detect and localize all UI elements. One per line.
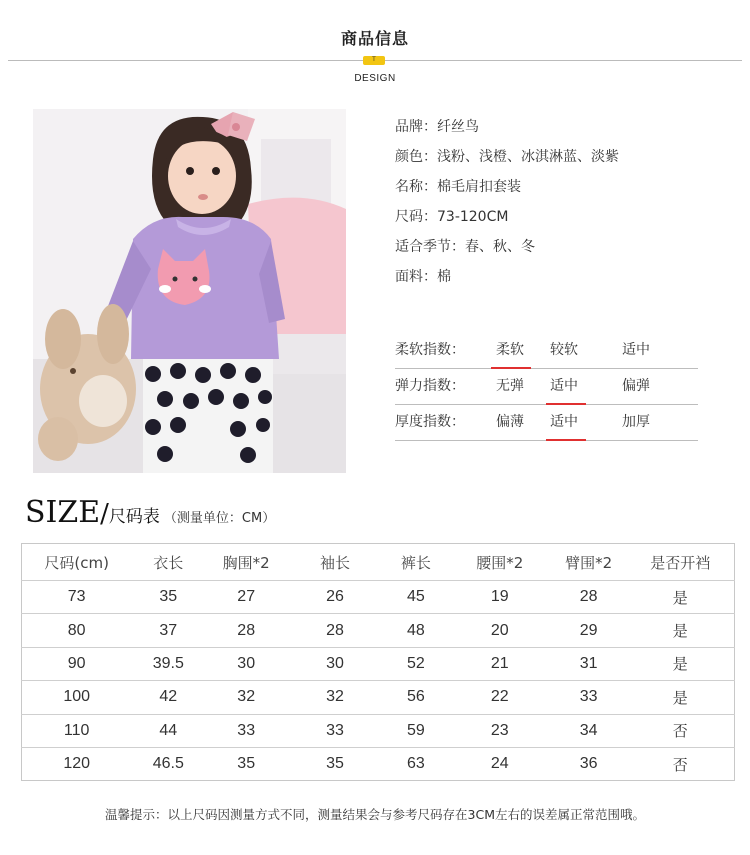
column-header: 尺码(cm) [44,553,109,572]
table-cell: 63 [383,747,449,780]
table-cell: 46.5 [131,747,205,780]
info-size: 尺码：73-120CM [395,209,509,225]
table-cell: 33 [551,681,627,714]
elasticity-index-label: 弹力指数： [395,378,465,394]
table-cell: 26 [287,581,383,614]
size-heading-slash: / [100,499,109,529]
table-row [22,647,735,680]
softness-index-label: 柔软指数： [395,342,465,358]
table-cell: 39.5 [131,647,205,680]
table-row [22,581,735,614]
table-cell: 48 [383,614,449,647]
table-row [22,614,735,647]
table-cell: 100 [22,681,132,714]
info-brand: 品牌：纤丝鸟 [395,119,479,135]
table-cell: 32 [287,681,383,714]
t-badge: T [363,56,385,65]
design-label: DESIGN [354,73,396,84]
table-header-row [22,544,735,581]
elasticity-option-stretchy: 偏弹 [622,378,650,394]
softness-option-fairly-soft: 较软 [550,342,578,358]
size-tip: 温馨提示：以上尺码因测量方式不同，测量结果会与参考尺码存在3CM左右的误差属正常范围哦。 [105,807,645,822]
thickness-index-label: 厚度指数： [395,414,465,430]
thickness-selected-marker [546,439,586,441]
table-cell: 是 [627,614,735,647]
product-info [395,116,619,296]
table-cell: 24 [449,747,551,780]
table-row [22,714,735,747]
info-name: 名称：棉毛肩扣套装 [395,179,521,195]
size-chart-table [21,543,735,781]
table-cell: 31 [551,647,627,680]
table-row [22,681,735,714]
table-cell: 19 [449,581,551,614]
product-photo [33,109,346,473]
table-cell: 59 [383,714,449,747]
table-cell: 28 [287,614,383,647]
softness-index-row [395,333,698,369]
size-heading-en: SIZE [25,495,101,530]
info-season: 适合季节：春、秋、冬 [395,239,535,255]
table-cell: 是 [627,681,735,714]
table-cell: 120 [22,747,132,780]
table-cell: 52 [383,647,449,680]
table-cell: 33 [287,714,383,747]
table-cell: 否 [627,714,735,747]
column-header: 臂围*2 [565,553,613,572]
softness-option-soft: 柔软 [496,342,524,358]
column-header: 裤长 [400,553,431,572]
elasticity-option-none: 无弹 [496,378,524,394]
table-cell: 73 [22,581,132,614]
table-cell: 28 [551,581,627,614]
table-cell: 23 [449,714,551,747]
table-cell: 是 [627,581,735,614]
table-cell: 33 [205,714,287,747]
thickness-option-medium: 适中 [550,414,578,430]
column-header: 袖长 [320,553,351,572]
size-unit-note: （测量单位：CM） [163,511,276,526]
table-cell: 90 [22,647,132,680]
table-cell: 21 [449,647,551,680]
table-cell: 20 [449,614,551,647]
thickness-option-thick: 加厚 [622,414,650,430]
column-header: 腰围*2 [476,553,524,572]
table-cell: 30 [205,647,287,680]
table-cell: 28 [205,614,287,647]
table-cell: 否 [627,747,735,780]
column-header: 衣长 [153,553,184,572]
table-cell: 56 [383,681,449,714]
table-cell: 34 [551,714,627,747]
table-cell: 35 [131,581,205,614]
elasticity-index-row [395,369,698,405]
table-cell: 35 [205,747,287,780]
table-row [22,747,735,780]
info-fabric: 面料：棉 [395,269,451,285]
info-colors: 颜色：浅粉、浅橙、冰淇淋蓝、淡紫 [395,149,619,165]
table-cell: 35 [287,747,383,780]
child-model-illustration [33,109,346,473]
table-cell: 22 [449,681,551,714]
section-title: 商品信息 [340,29,409,48]
table-cell: 30 [287,647,383,680]
table-cell: 29 [551,614,627,647]
table-cell: 45 [383,581,449,614]
thickness-index-row [395,405,698,441]
thickness-option-thin: 偏薄 [496,414,524,430]
softness-option-medium: 适中 [622,342,650,358]
size-chart-heading [25,495,275,530]
column-header: 胸围*2 [222,553,270,572]
table-cell: 27 [205,581,287,614]
table-cell: 80 [22,614,132,647]
table-cell: 37 [131,614,205,647]
column-header: 是否开裆 [650,553,711,572]
elasticity-option-medium: 适中 [550,378,578,394]
table-cell: 32 [205,681,287,714]
table-cell: 44 [131,714,205,747]
table-cell: 110 [22,714,132,747]
table-cell: 42 [131,681,205,714]
table-cell: 36 [551,747,627,780]
size-heading-cn: 尺码表 [108,507,160,527]
table-cell: 是 [627,647,735,680]
